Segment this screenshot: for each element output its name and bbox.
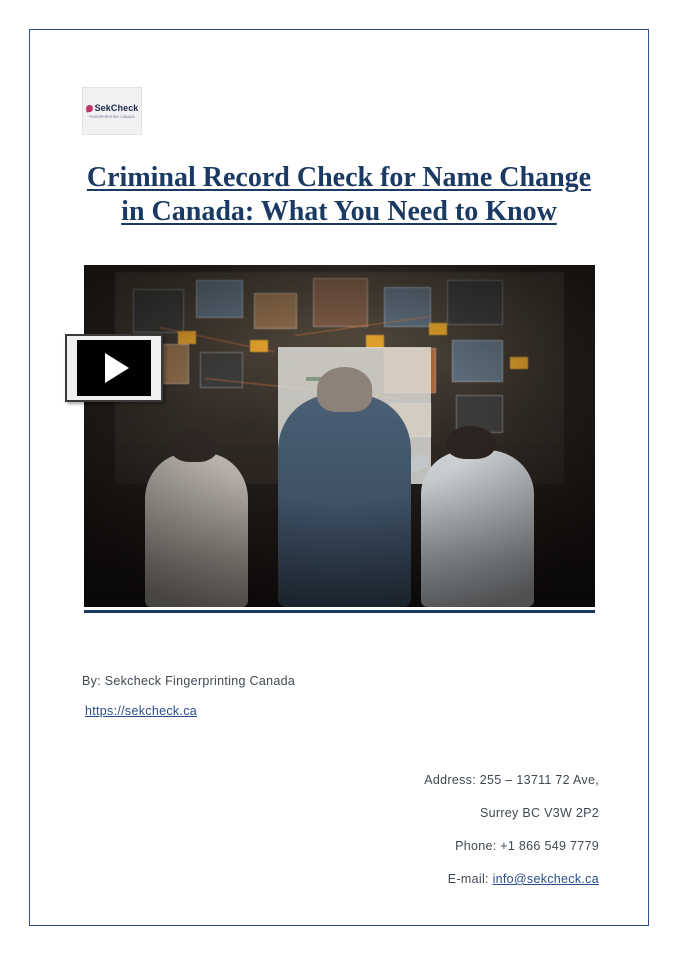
contact-block (269, 769, 599, 901)
phone-line: Phone: +1 866 549 7779 (455, 839, 599, 853)
logo-brand-text: SekCheck (94, 103, 139, 113)
brand-logo (82, 87, 142, 135)
logo-row (86, 103, 139, 113)
address-line-1: Address: 255 – 13711 72 Ave, (424, 773, 599, 787)
logo-tagline: FINGERPRINTING CANADA (89, 115, 135, 119)
droplet-icon (85, 104, 93, 112)
video-play-button[interactable] (65, 334, 163, 402)
address-line-2: Surrey BC V3W 2P2 (479, 806, 599, 820)
video-thumbnail[interactable] (84, 265, 595, 607)
byline: By: Sekcheck Fingerprinting Canada (82, 674, 296, 688)
play-button-inner (77, 340, 151, 396)
page-title: Criminal Record Check for Name Change in Canada: What You Need to Know (86, 162, 592, 227)
page-content (29, 29, 649, 926)
email-link[interactable]: info@sekcheck.ca (492, 872, 599, 886)
website-link[interactable]: https://sekcheck.ca (85, 704, 197, 718)
email-label: E-mail: (447, 872, 493, 886)
email-line (269, 868, 599, 890)
play-icon (105, 353, 129, 383)
section-divider (84, 610, 595, 613)
image-vignette (84, 265, 595, 607)
